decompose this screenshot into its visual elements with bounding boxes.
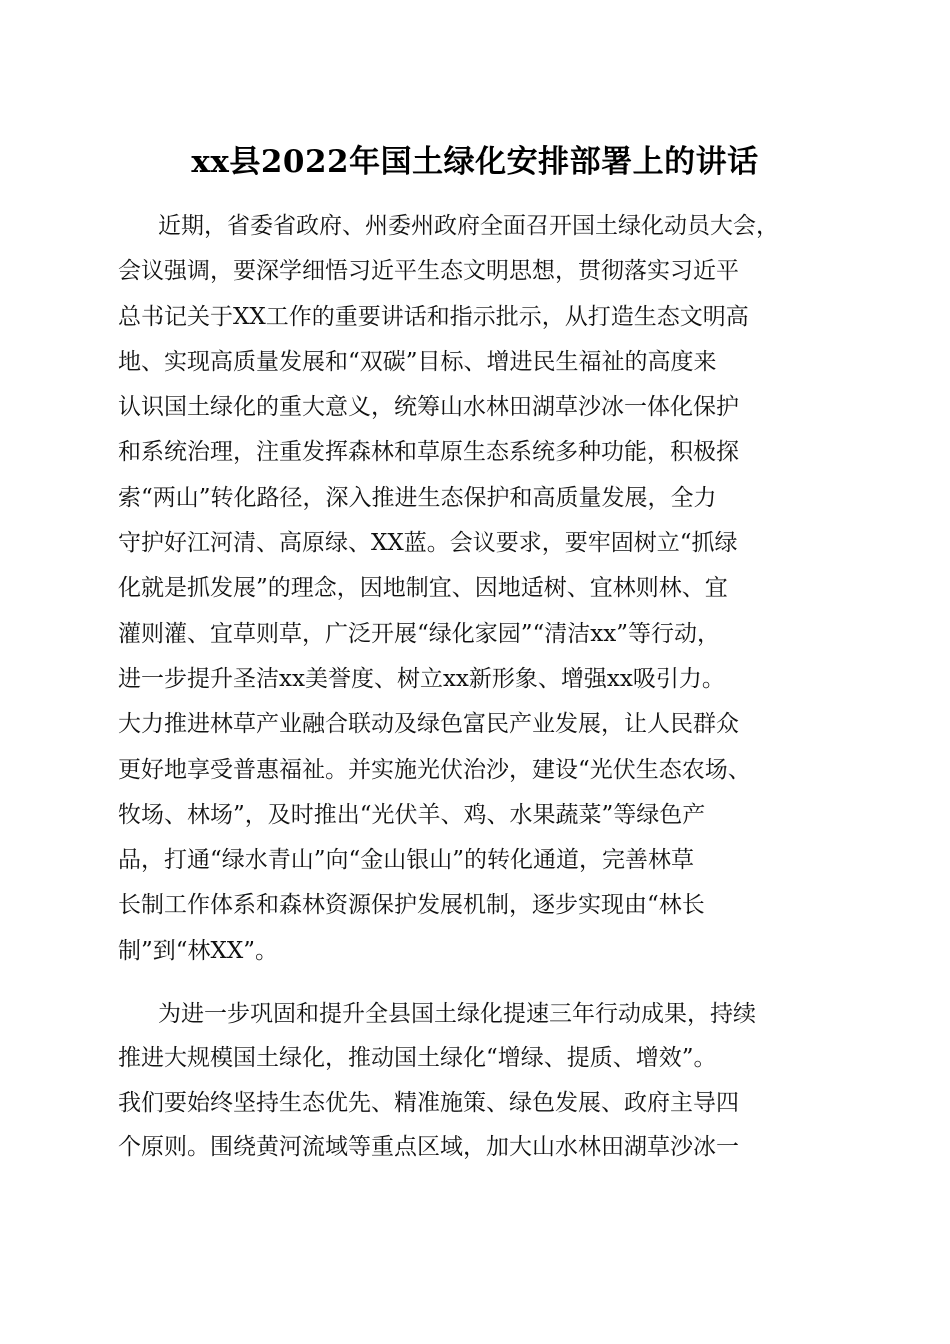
paragraph-1 <box>118 204 832 974</box>
paragraph-line: 推进大规模国土绿化，推动国土绿化“增绿、提质、增效”。 <box>118 1045 717 1072</box>
paragraph-line: 我们要始终坚持生态优先、精准施策、绿色发展、政府主导四 <box>118 1089 739 1116</box>
paragraph-line: 牧场、林场”，及时推出“光伏羊、鸡、水果蔬菜”等绿色产 <box>118 801 706 828</box>
paragraph-line: 进一步提升圣洁xx美誉度、树立xx新形象、增强xx吸引力。 <box>118 665 725 692</box>
paragraph-line: 长制工作体系和森林资源保护发展机制，逐步实现由“林长 <box>118 892 705 919</box>
paragraph-line: 近期，省委省政府、州委州政府全面召开国土绿化动员大会， <box>158 213 779 239</box>
paragraph-line: 总书记关于XX工作的重要讲话和指示批示，从打造生态文明高 <box>118 303 749 330</box>
paragraph-line: 认识国土绿化的重大意义，统筹山水林田湖草沙冰一体化保护 <box>118 394 739 421</box>
paragraph-2 <box>118 992 832 1169</box>
document-title: xx县2022年国土绿化安排部署上的讲话 <box>191 144 759 180</box>
paragraph-line: 索“两山”转化路径，深入推进生态保护和高质量发展，全力 <box>118 484 717 511</box>
paragraph-line: 个原则。围绕黄河流域等重点区域，加大山水林田湖草沙冰一 <box>118 1133 739 1160</box>
paragraph-line: 灌则灌、宜草则草，广泛开展“绿化家园”“清洁xx”等行动， <box>118 620 720 647</box>
paragraph-line: 制”到“林XX”。 <box>118 937 279 964</box>
paragraph-line: 化就是抓发展”的理念，因地制宜、因地适树、宜林则林、宜 <box>118 575 728 602</box>
paragraph-line: 品，打通“绿水青山”向“金山银山”的转化通道，完善林草 <box>118 847 695 874</box>
paragraph-line: 地、实现高质量发展和“双碳”目标、增进民生福祉的高度来 <box>118 348 717 375</box>
paragraph-line: 为进一步巩固和提升全县国土绿化提速三年行动成果，持续 <box>158 1001 756 1027</box>
paragraph-line: 和系统治理，注重发挥森林和草原生态系统多种功能，积极探 <box>118 439 739 466</box>
paragraph-line: 更好地享受普惠福祉。并实施光伏治沙，建设“光伏生态农场、 <box>118 756 751 783</box>
paragraph-line: 守护好江河清、高原绿、XX蓝。会议要求，要牢固树立“抓绿 <box>118 530 738 557</box>
paragraph-line: 会议强调，要深学细悟习近平生态文明思想，贯彻落实习近平 <box>118 258 739 285</box>
paragraph-line: 大力推进林草产业融合联动及绿色富民产业发展，让人民群众 <box>118 711 739 738</box>
